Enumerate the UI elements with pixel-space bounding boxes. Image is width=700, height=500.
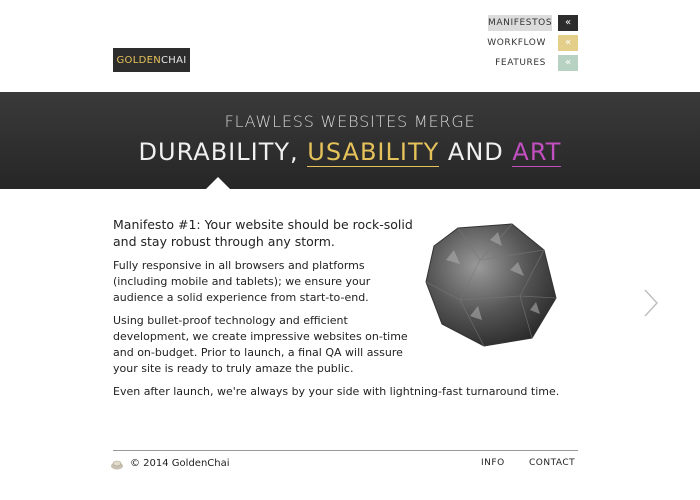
hero-banner (0, 92, 700, 189)
footer-link-contact[interactable]: CONTACT (529, 458, 576, 468)
manifesto-paragraph: Even after launch, we're always by your side with lightning-fast turnaround time. (113, 385, 560, 398)
teacup-icon (110, 457, 124, 471)
double-chevron-left-icon: « (558, 35, 578, 51)
manifesto-lead: Manifesto #1: Your website should be rock-solid and stay robust through any storm. (113, 217, 413, 249)
nav-item-workflow[interactable] (440, 35, 578, 51)
logo[interactable] (113, 48, 190, 72)
nav-item-manifestos[interactable] (440, 15, 578, 31)
manifesto-paragraph: Using bullet-proof technology and efficient development, we create impressive websites on-time and on-budget. Prior to launch, a final QA will assure your site is ready to truly amaze the public. (113, 314, 408, 375)
logo-gold-text: GOLDEN (116, 54, 161, 66)
nav-item-label: FEATURES (495, 58, 546, 68)
double-chevron-left-icon: « (558, 15, 578, 31)
hero-pointer-notch (206, 177, 230, 189)
diamond-image (420, 220, 560, 350)
logo-white-text: CHAI (161, 54, 187, 66)
hero-title (0, 138, 700, 166)
nav-item-label: MANIFESTOS (488, 15, 552, 31)
footer-divider (113, 450, 578, 451)
footer-copyright: © 2014 GoldenChai (130, 458, 230, 469)
hero-title-art: ART (512, 138, 562, 166)
hero-title-and: AND (447, 138, 504, 166)
nav-item-label: WORKFLOW (487, 38, 546, 48)
top-nav (440, 15, 578, 75)
double-chevron-left-icon: « (558, 55, 578, 71)
chevron-right-icon[interactable] (643, 288, 659, 318)
footer-link-info[interactable]: INFO (481, 458, 505, 468)
nav-item-features[interactable] (440, 55, 578, 71)
hero-subtitle: FLAWLESS WEBSITES MERGE (224, 112, 476, 131)
hero-title-usability: USABILITY (307, 138, 440, 166)
manifesto-paragraph: Fully responsive in all browsers and platforms (including mobile and tablets); we ensure your audience a solid experience from start-to-end. (113, 259, 371, 304)
hero-title-durability: DURABILITY, (138, 138, 299, 166)
